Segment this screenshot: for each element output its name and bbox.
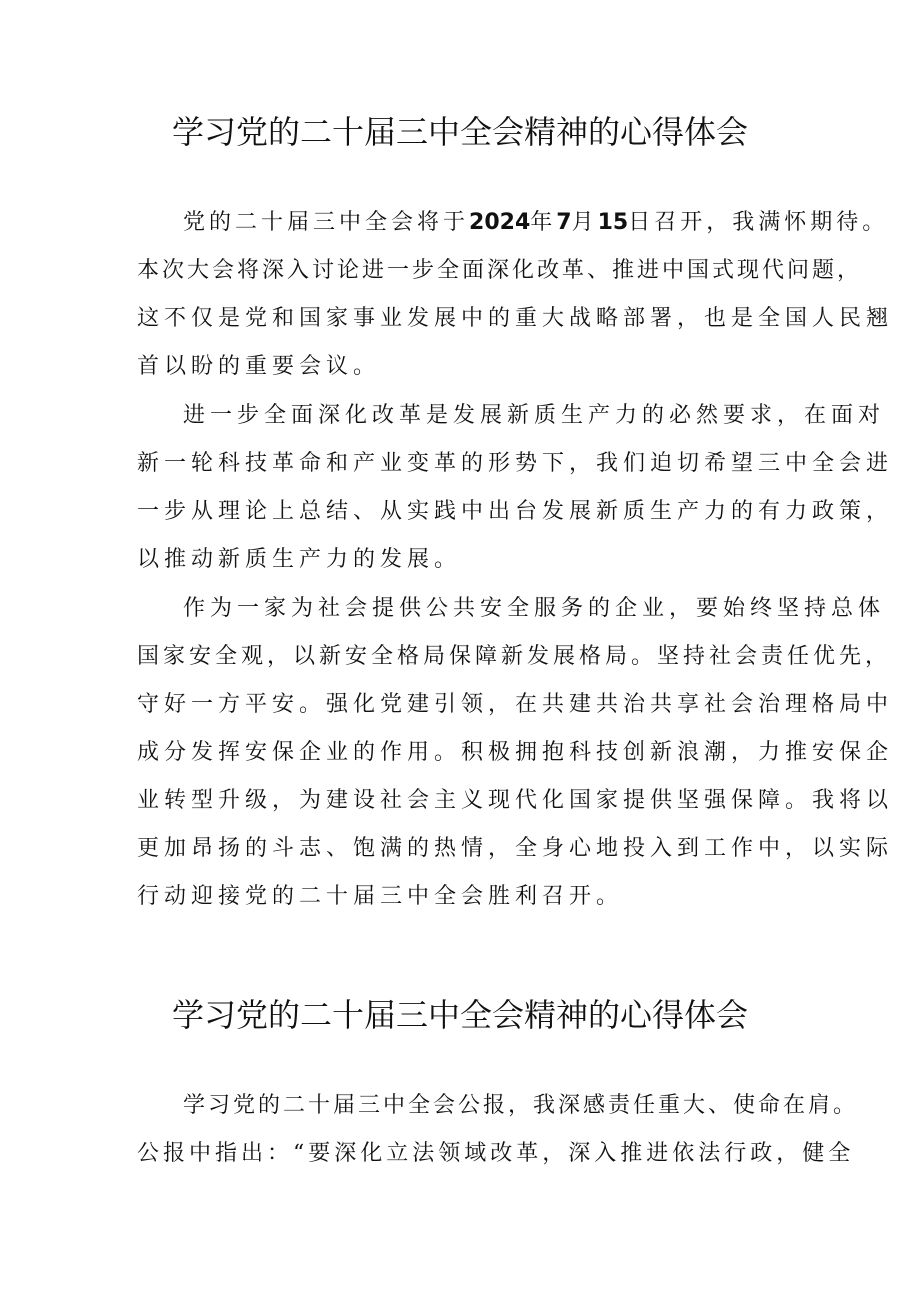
article-title-2: 学习党的二十届三中全会精神的心得体会 [171,996,748,1034]
date-day: 15 [597,210,629,235]
paragraph-3-line-2: 国家安全观，以新安全格局保障新发展格局。坚持社会责任优先， [137,644,892,669]
paragraph-1-line-4: 首以盼的重要会议。 [137,354,381,379]
paragraph-1-line-2: 本次大会将深入讨论进一步全面深化改革、推进中国式现代问题， [137,258,863,283]
paragraph-1-line-3: 这不仅是党和国家事业发展中的重大战略部署，也是全国人民翘 [137,306,894,331]
paragraph-1-line-1-end: 日召开，我满怀期待。 [628,210,889,235]
date-year-char: 年 [530,210,557,235]
paragraph-2-line-1: 进一步全面深化改革是发展新质生产力的必然要求，在面对 [183,403,886,428]
paragraph-3-line-6: 更加昂扬的斗志、饱满的热情，全身心地投入到工作中，以实际 [137,836,894,861]
article-2-paragraph-1-line-1: 学习党的二十届三中全会公报，我深感责任重大、使命在肩。 [183,1093,859,1118]
paragraph-3-line-7: 行动迎接党的二十届三中全会胜利召开。 [137,884,624,909]
paragraph-1-line-1 [183,208,888,238]
date-month: 7 [556,210,572,235]
paragraph-3-line-1: 作为一家为社会提供公共安全服务的企业，要始终坚持总体 [183,596,886,621]
article-2-paragraph-1-line-2: 公报中指出：“要深化立法领域改革，深入推进依法行政，健全 [137,1141,855,1166]
paragraph-2-line-2: 新一轮科技革命和产业变革的形势下，我们迫切希望三中全会进 [137,451,894,476]
paragraph-2-line-3: 一步从理论上总结、从实践中出台发展新质生产力的有力政策， [137,499,894,524]
date-year: 2024 [469,210,531,235]
paragraph-1-line-1-start: 党的二十届三中全会将于 [183,210,470,235]
paragraph-3-line-4: 成分发挥安保企业的作用。积极拥抱科技创新浪潮，力推安保企 [137,740,894,765]
paragraph-2-line-4: 以推动新质生产力的发展。 [137,547,462,572]
paragraph-3-line-5: 业转型升级，为建设社会主义现代化国家提供坚强保障。我将以 [137,788,894,813]
paragraph-3-line-3: 守好一方平安。强化党建引领，在共建共治共享社会治理格局中 [137,692,894,717]
date-month-char: 月 [571,210,598,235]
article-title-1: 学习党的二十届三中全会精神的心得体会 [171,113,748,151]
